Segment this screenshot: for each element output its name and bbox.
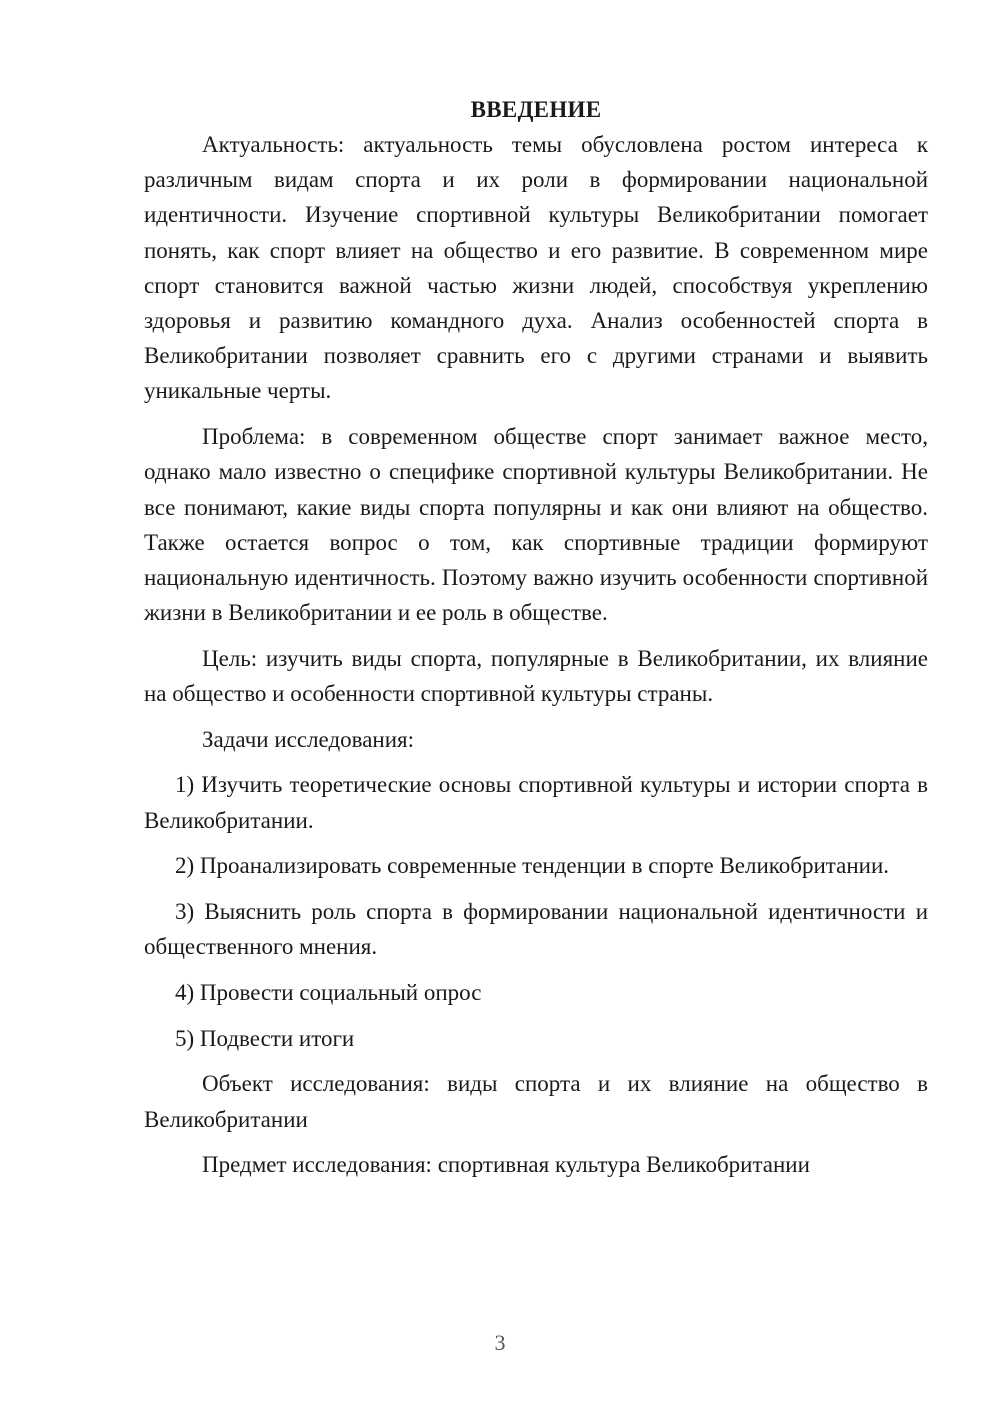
task-item-2: 2) Проанализировать современные тенденции в спорте Великобритании. (175, 853, 890, 879)
task-item-4: 4) Провести социальный опрос (175, 979, 482, 1005)
paragraph-subject: Предмет исследования: спортивная культура Великобритании (202, 1152, 810, 1178)
section-title: ВВЕДЕНИЕ (470, 97, 602, 122)
page-number: 3 (494, 1330, 506, 1355)
paragraph-relevance: Актуальность: актуальность темы обусловлена ростом интереса к различным видам спорта и их роли в формировании национальной идентичности. Изучение спортивной культуры Великобритании помогает понять, как спорт влияет на общество и его развитие. В современном мире спорт становится важной частью жизни людей, способствуя укреплению здоровья и развитию командного духа. Анализ особенностей спорта в Великобритании позволяет сравнить его с другими странами и выявить уникальные черты. (144, 132, 928, 404)
task-item-3: 3) Выяснить роль спорта в формировании национальной идентичности и общественного мнения. (144, 899, 928, 960)
task-item-5: 5) Подвести итоги (175, 1025, 355, 1051)
task-item-1: 1) Изучить теоретические основы спортивной культуры и истории спорта в Великобритании. (144, 772, 928, 833)
tasks-heading: Задачи исследования: (202, 726, 415, 752)
paragraph-goal: Цель: изучить виды спорта, популярные в Великобритании, их влияние на общество и особенности спортивной культуры страны. (144, 645, 928, 707)
paragraph-problem: Проблема: в современном обществе спорт занимает важное место, однако мало известно о специфике спортивной культуры Великобритании. Не все понимают, какие виды спорта популярны и как они влияют на общество. Также остается вопрос о том, как спортивные традиции формируют национальную идентичность. Поэтому важно изучить особенности спортивной жизни в Великобритании и ее роль в обществе. (144, 424, 928, 626)
page-content (144, 90, 928, 1182)
paragraph-object: Объект исследования: виды спорта и их влияние на общество в Великобритании (144, 1071, 928, 1132)
